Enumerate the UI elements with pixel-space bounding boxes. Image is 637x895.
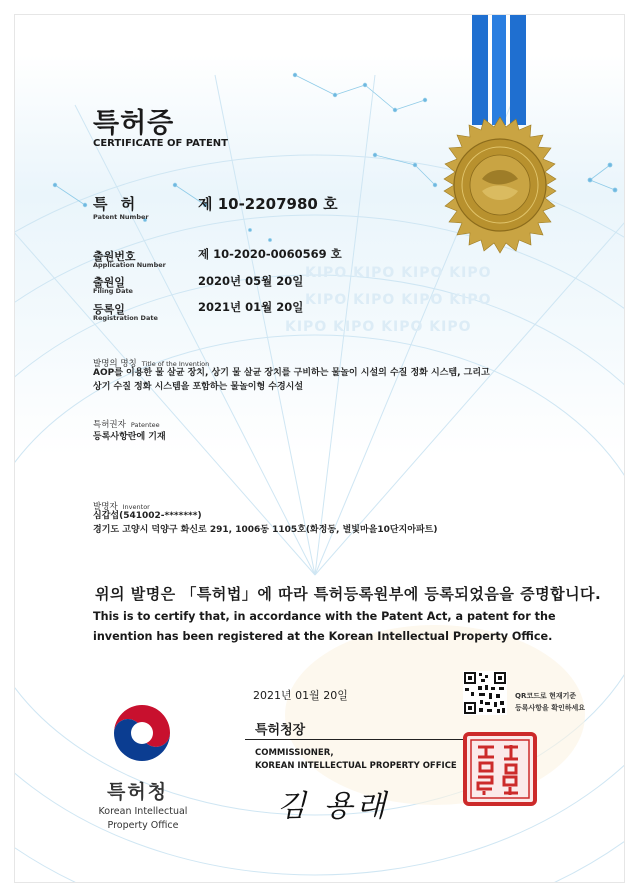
commissioner-title-en-line1: COMMISSIONER, xyxy=(255,748,334,758)
commissioner-title-korean: 특허청장 xyxy=(255,723,306,738)
filing-date-value: 2020년 05월 20일 xyxy=(198,274,304,288)
patent-number-label-en: Patent Number xyxy=(93,213,149,221)
patentee-label-en: Patentee xyxy=(130,421,160,429)
kipo-taegeuk-logo xyxy=(108,699,176,767)
qr-note-line2: 등록사항을 확인하세요 xyxy=(515,704,586,712)
qr-code-note xyxy=(515,690,585,714)
registration-date-label-en: Registration Date xyxy=(93,314,158,322)
certificate-title-korean: 특허증 xyxy=(93,108,175,139)
gold-seal-with-ribbon xyxy=(430,15,575,255)
invention-title-line2: 상기 수질 정화 시스템을 포함하는 물놀이형 수경시설 xyxy=(93,382,304,392)
inventor-label-en: Inventor xyxy=(122,503,150,511)
certificate-page xyxy=(14,14,625,883)
commissioner-divider xyxy=(245,739,485,740)
office-name-english xyxy=(93,805,193,833)
application-number-label: 출원번호 xyxy=(93,250,136,263)
certification-statement-korean: 위의 발명은 「특허법」에 따라 특허등록원부에 등록되었음을 증명합니다. xyxy=(95,585,602,603)
office-name-en-line2: Property Office xyxy=(107,820,179,831)
patent-number-value: 제 10-2207980 호 xyxy=(198,195,338,213)
commissioner-title-en-line2: KOREAN INTELLECTUAL PROPERTY OFFICE xyxy=(255,761,457,771)
commissioner-signature: 김 용래 xyxy=(277,789,390,824)
office-name-en-line1: Korean Intellectual xyxy=(98,806,188,817)
certificate-title-english: CERTIFICATE OF PATENT xyxy=(93,138,228,149)
invention-title-line1: AOP를 이용한 물 살균 장치, 상기 물 살균 장치를 구비하는 물놀이 시설의 수질 정화 시스템, 그리고 xyxy=(93,368,490,378)
filing-date-label: 출원일 xyxy=(93,276,125,289)
inventor-address: 경기도 고양시 덕양구 화신로 291, 1006동 1105호(화정동, 별빛마을10단지아파트) xyxy=(93,525,438,535)
inventor-name: 심갑섭(541002-*******) xyxy=(93,511,202,521)
qr-note-line1: QR코드로 현재기준 xyxy=(515,692,577,700)
patentee-label: 특허권자 xyxy=(93,420,126,430)
certification-statement-english: This is to certify that, in accordance with the Patent Act, a patent for the invention has been registered at the Korean Intellectual Property Office. xyxy=(93,610,556,643)
application-number-label-en: Application Number xyxy=(93,261,166,269)
watermark-row-1: KIPO KIPO KIPO KIPO xyxy=(305,265,492,281)
watermark-row-3: KIPO KIPO KIPO KIPO xyxy=(285,319,472,335)
registration-date-value: 2021년 01월 20일 xyxy=(198,300,304,314)
invention-label-en: Title of the Invention xyxy=(141,360,210,368)
watermark-row-2: KIPO KIPO KIPO KIPO xyxy=(305,292,492,308)
invention-label: 발명의 명칭 xyxy=(93,359,137,369)
office-name-korean: 특허청 xyxy=(107,781,169,803)
qr-code[interactable] xyxy=(463,671,507,715)
inventor-label: 발명자 xyxy=(93,502,118,512)
patent-number-label: 특 허 xyxy=(93,195,140,213)
patentee-value: 등록사항란에 기재 xyxy=(93,432,166,442)
commissioner-title-english xyxy=(255,747,457,773)
official-red-stamp xyxy=(462,731,538,807)
filing-date-label-en: Filing Date xyxy=(93,287,133,295)
application-number-value: 제 10-2020-0060569 호 xyxy=(198,247,342,261)
registration-date-label: 등록일 xyxy=(93,303,125,316)
issue-date: 2021년 01월 20일 xyxy=(253,689,348,702)
